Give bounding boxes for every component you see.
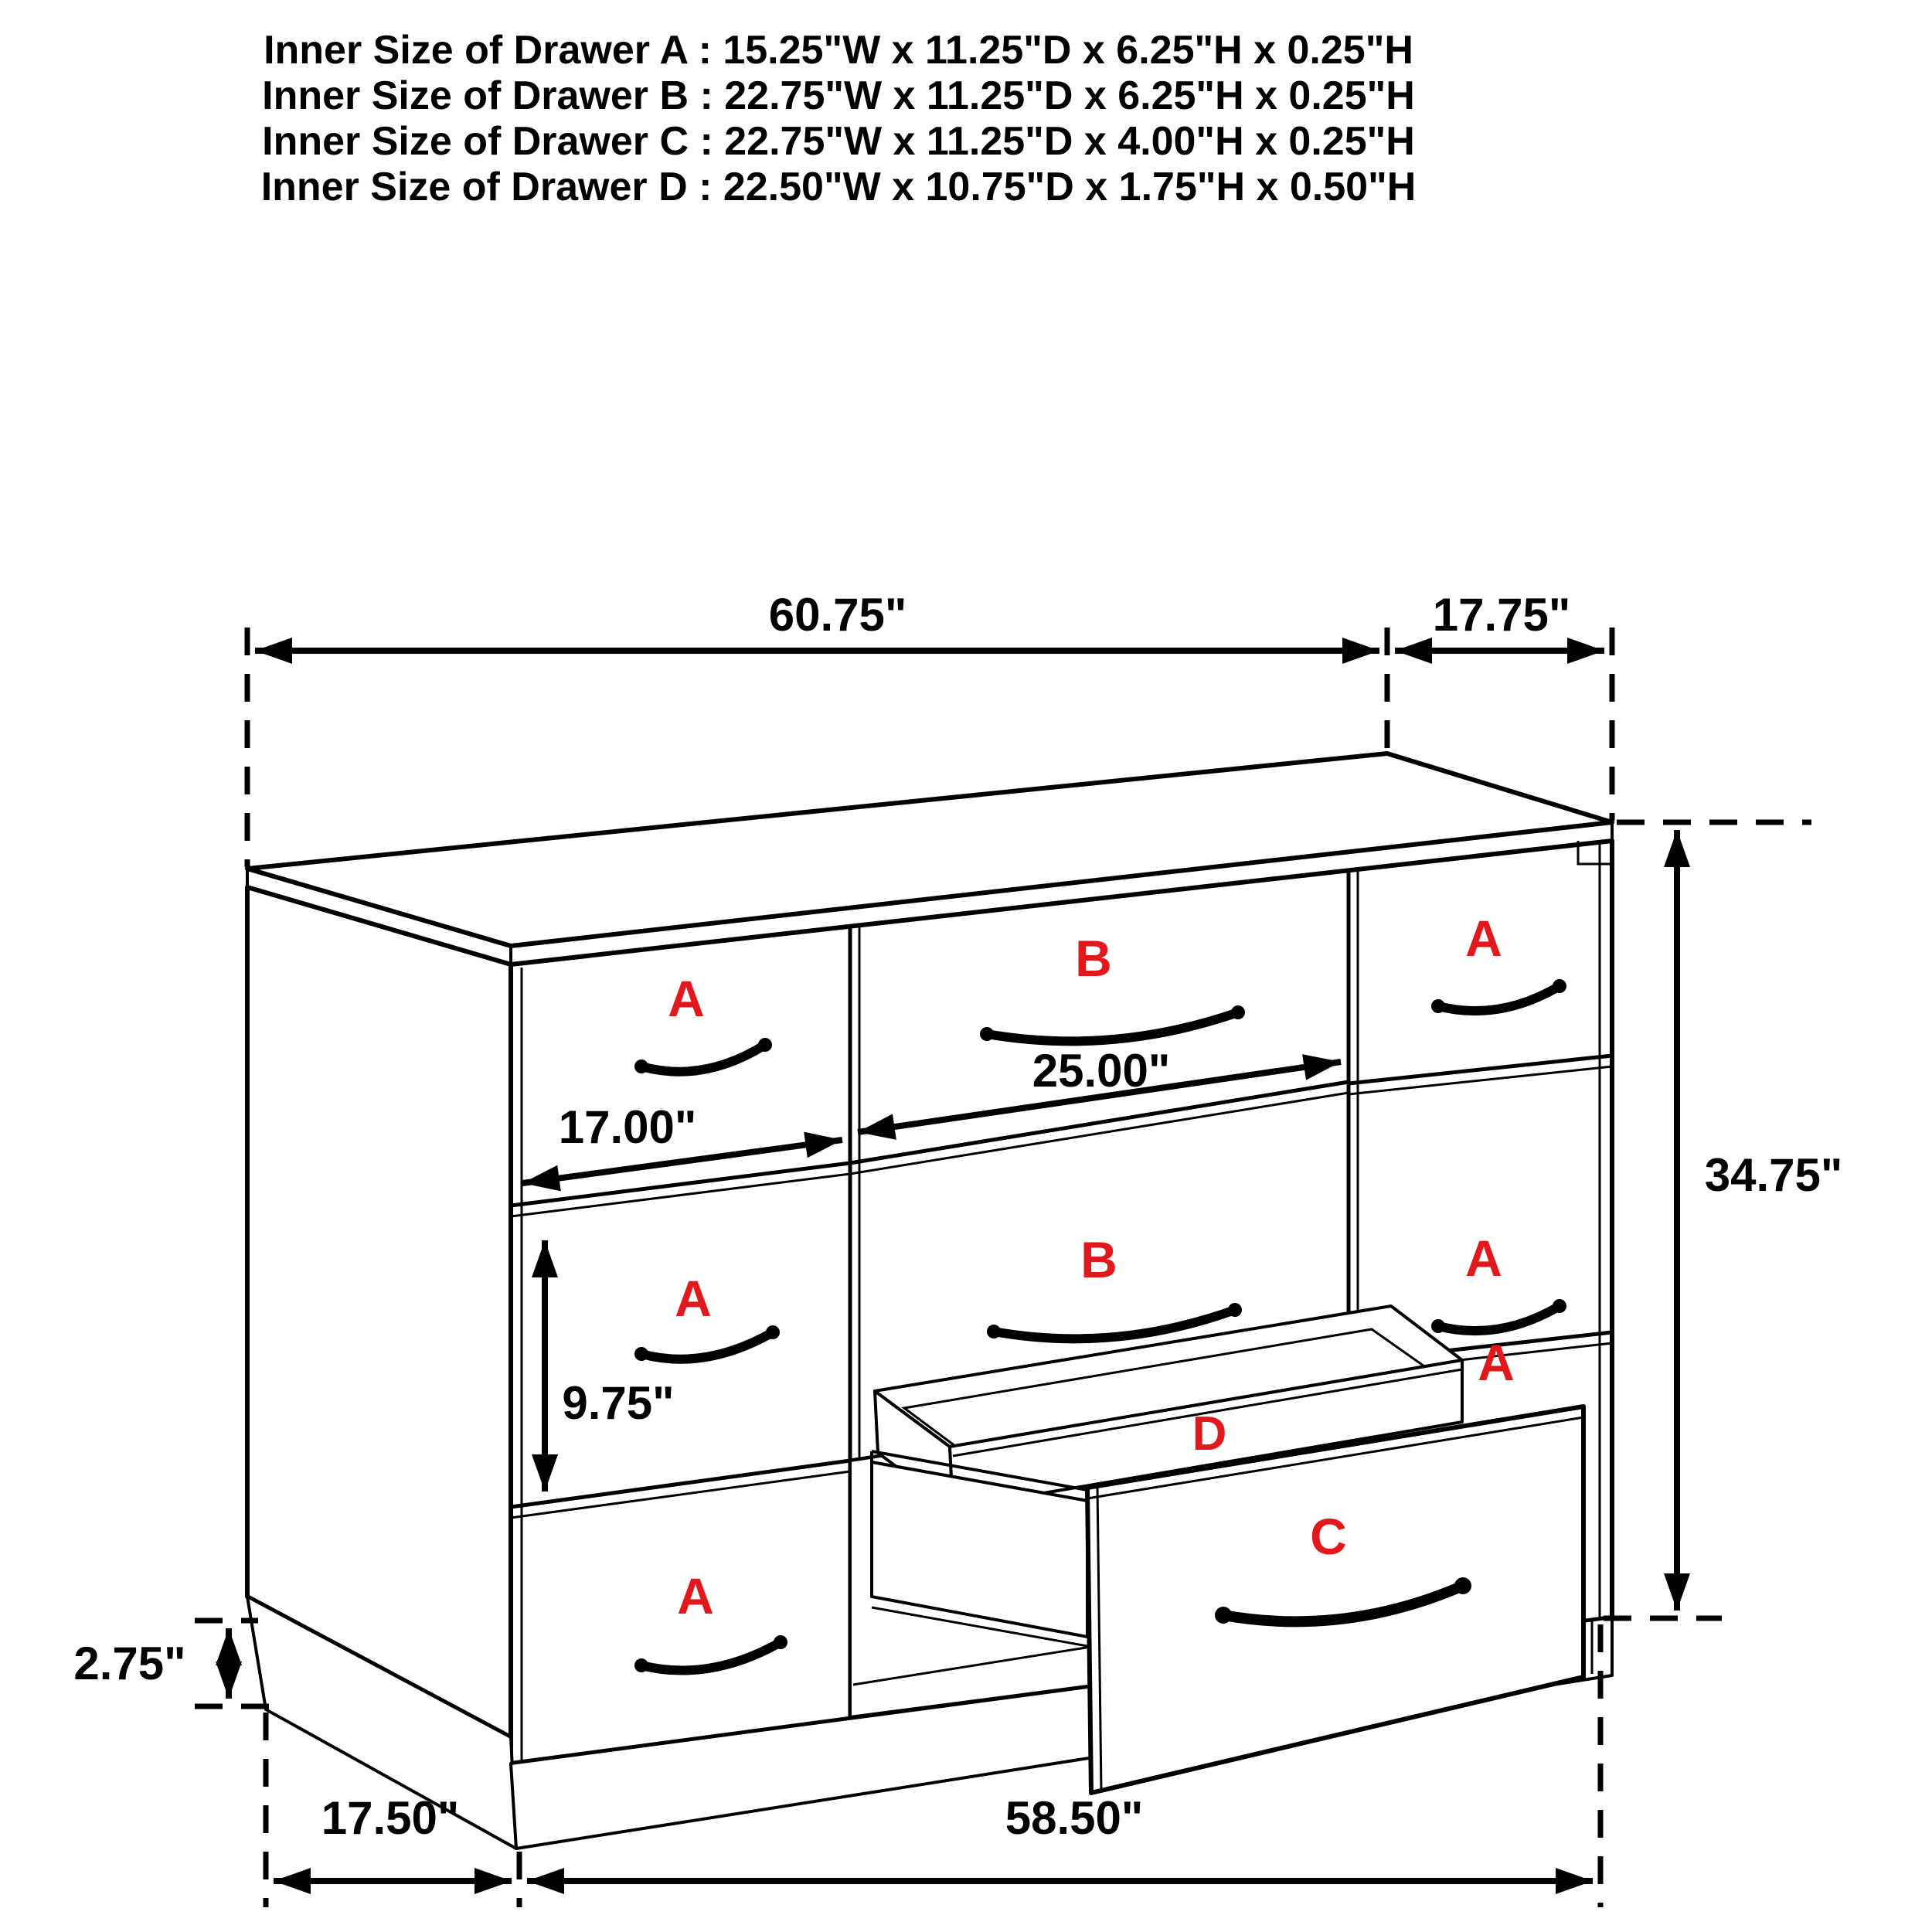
cabinet-left-panel xyxy=(247,887,511,1737)
dim-label-drawer-a-height: 9.75" xyxy=(562,1377,675,1429)
dim-label-overall-height: 34.75" xyxy=(1704,1149,1843,1201)
drawer-label-a-right-2: A xyxy=(1465,1230,1502,1287)
drawer-label-b-1: B xyxy=(1075,930,1112,987)
dim-label-toe-kick-height: 2.75" xyxy=(73,1638,186,1689)
dim-label-drawer-a-width: 17.00" xyxy=(558,1101,697,1153)
drawer-label-a-left-3: A xyxy=(677,1567,714,1624)
dim-label-top-width: 60.75" xyxy=(768,589,907,641)
drawer-label-b-2: B xyxy=(1080,1231,1117,1288)
dim-label-drawer-b-width: 25.00" xyxy=(1032,1045,1171,1097)
drawer-label-a-right-1: A xyxy=(1465,910,1502,967)
drawer-label-a-left-2: A xyxy=(675,1270,712,1327)
dim-label-base-depth: 17.50" xyxy=(321,1792,460,1844)
drawer-label-d: D xyxy=(1192,1407,1227,1461)
header-line-drawer-a: Inner Size of Drawer A : 15.25"W x 11.25"D x 6.25"H x 0.25"H xyxy=(264,28,1413,73)
drawer-label-c: C xyxy=(1310,1508,1347,1565)
drawer-label-a-left-1: A xyxy=(668,970,705,1027)
header-line-drawer-c: Inner Size of Drawer C : 22.75"W x 11.25"D x 4.00"H x 0.25"H xyxy=(262,119,1415,164)
header-line-drawer-b: Inner Size of Drawer B : 22.75"W x 11.25"D x 6.25"H x 0.25"H xyxy=(262,73,1415,118)
header-line-drawer-d: Inner Size of Drawer D : 22.50"W x 10.75"D x 1.75"H x 0.50"H xyxy=(260,165,1417,209)
dim-label-top-depth: 17.75" xyxy=(1432,589,1571,641)
dim-label-base-width: 58.50" xyxy=(1005,1792,1144,1844)
drawer-label-a-right-3: A xyxy=(1478,1334,1515,1391)
